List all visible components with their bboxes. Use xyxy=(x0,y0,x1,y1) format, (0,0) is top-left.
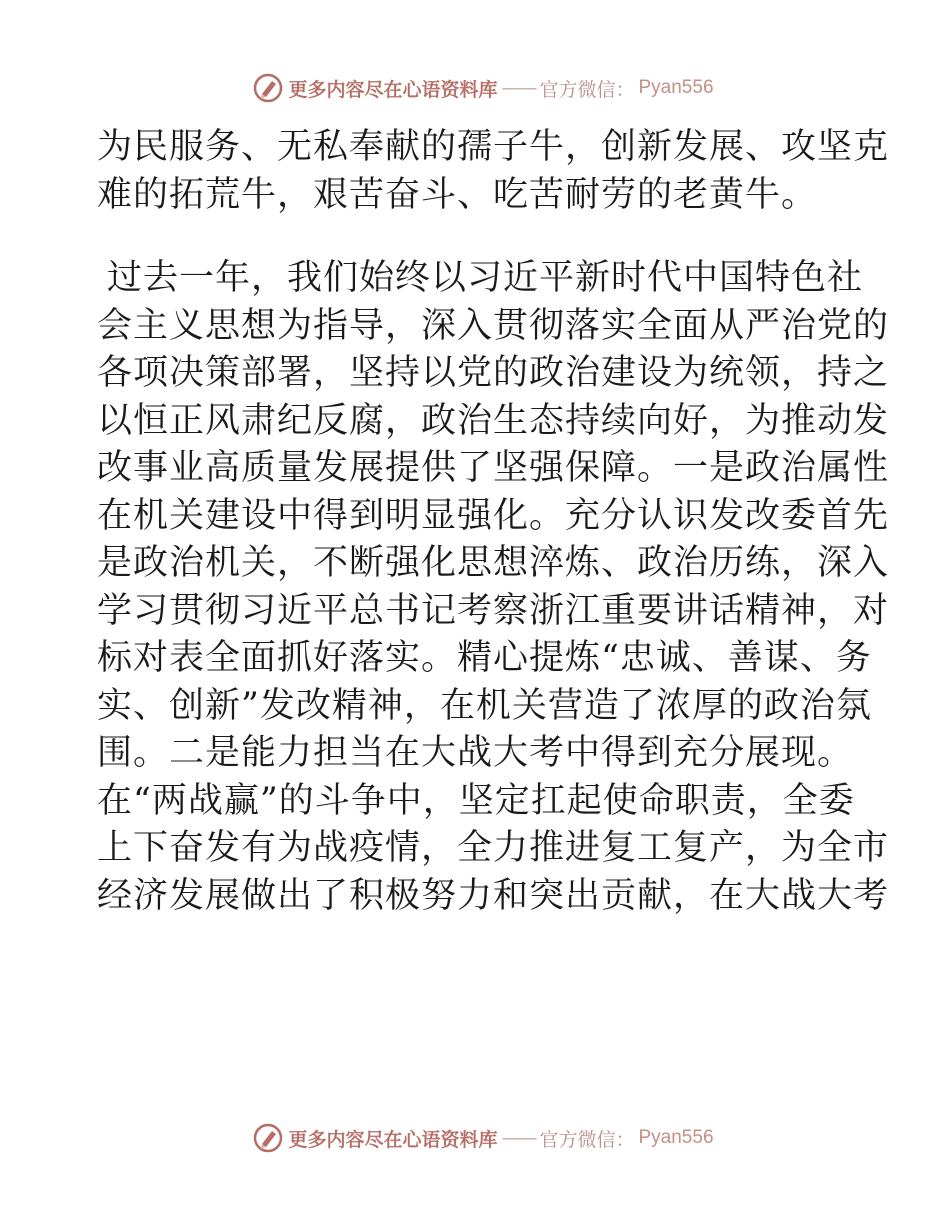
text-line: 以恒正风肃纪反腐，政治生态持续向好，为推动发 xyxy=(97,400,890,441)
header-watermark xyxy=(0,72,950,108)
text-line: 经济发展做出了积极努力和突出贡献，在大战大考 xyxy=(97,875,890,916)
text-line: 改事业高质量发展提供了坚强保障。一是政治属性 xyxy=(97,448,890,488)
text-line: 标对表全面抓好落实。精心提炼“忠诚、善谋、务 xyxy=(97,638,872,678)
text-line: 难的拓荒牛，艰苦奋斗、吃苦耐劳的老黄牛。 xyxy=(97,174,818,215)
text-line: 各项决策部署，坚持以党的政治建设为统领，持之 xyxy=(97,353,890,393)
pen-logo-icon xyxy=(252,1122,284,1154)
watermark-label: 官方微信： xyxy=(539,1128,635,1151)
text-line: 在机关建设中得到明显强化。充分认识发改委首先 xyxy=(97,495,890,536)
watermark-site: 更多内容尽在心语资料库 xyxy=(288,1128,498,1151)
watermark-dash: —— xyxy=(501,77,536,99)
text-line: 围。二是能力担当在大战大考中得到充分展现。 xyxy=(97,733,854,773)
watermark-label: 官方微信： xyxy=(539,78,635,101)
watermark-account: Pyan556 xyxy=(638,77,714,98)
text-line: 实、创新”发改精神，在机关营造了浓厚的政治氛 xyxy=(97,685,872,726)
text-line: 在“两战赢”的斗争中，坚定扛起使命职责，全委 xyxy=(97,780,855,821)
text-line: 过去一年，我们始终以习近平新时代中国特色社 xyxy=(107,258,864,298)
text-line: 学习贯彻习近平总书记考察浙江重要讲话精神，对 xyxy=(97,590,890,631)
footer-watermark xyxy=(0,1122,950,1158)
watermark-dash: —— xyxy=(501,1127,536,1149)
text-line: 为民服务、无私奉献的孺子牛，创新发展、攻坚克 xyxy=(97,127,890,167)
document-body xyxy=(97,124,890,920)
watermark-account: Pyan556 xyxy=(638,1127,714,1148)
text-line: 上下奋发有为战疫情，全力推进复工复产，为全市 xyxy=(97,828,890,868)
pen-logo-icon xyxy=(252,72,284,104)
text-line: 会主义思想为指导，深入贯彻落实全面从严治党的 xyxy=(97,305,890,346)
watermark-site: 更多内容尽在心语资料库 xyxy=(288,78,498,101)
text-line: 是政治机关，不断强化思想淬炼、政治历练，深入 xyxy=(97,543,890,583)
